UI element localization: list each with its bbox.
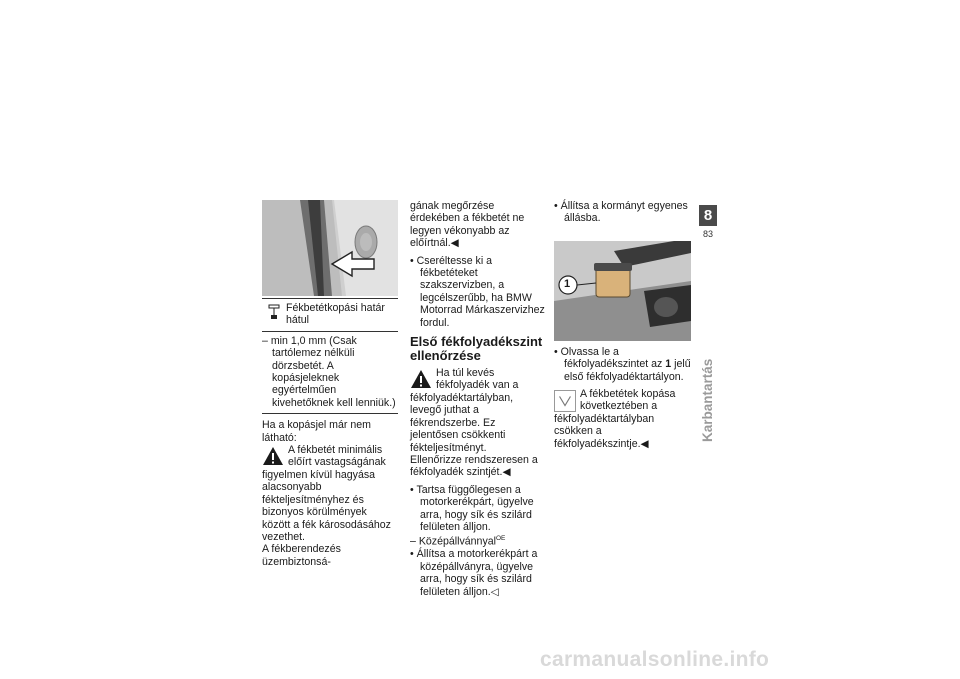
warning-text: Ha túl kevés fékfolyadék van a fékfolyadéktartályban, levegő juthat a fékrendszerbe. Ez jelentősen csökkenti fékteljesítményt.	[410, 367, 519, 454]
spec-value: – min 1,0 mm (Csak tartólemez nélküli dörzsbetét. A kopásjeleknek egyértelműen kivehetőknek kell lenniük.)	[262, 334, 396, 409]
warning-text: A fékbetét minimális előírt vastagságának figyelmen kívül hagyása alacsonyabb fékteljesítményhez és bizonyos körülmények között a fék károsodásához vezethet.	[262, 444, 391, 543]
paragraph: A fékberendezés üzembiztonsá-	[262, 543, 341, 568]
photo-callout-number: 1	[564, 277, 571, 290]
info-text: A fékbetétek kopása következtében a fékfolyadéktartályban csökken a fékfolyadékszintje.◀	[554, 388, 676, 450]
rear-brake-pad-photo	[262, 200, 398, 296]
paragraph: Ha a kopásjel már nem látható:	[262, 419, 371, 444]
spec-row-wear-limit	[262, 299, 398, 331]
warning-note	[262, 444, 398, 543]
page-number: 83	[702, 229, 713, 239]
bullet-item	[554, 346, 691, 383]
spec-row-value	[262, 331, 398, 413]
callout-ref: 1	[665, 358, 672, 371]
chapter-number: 8	[699, 205, 717, 226]
bullet-item: • Állítsa a motorkerékpárt a középállványra, ügyelve arra, hogy sík és szilárd felületen álljon.◁	[410, 548, 538, 598]
info-icon	[554, 390, 576, 412]
bullet-item: • Tartsa függőlegesen a motorkerékpárt, ügyelve arra, hogy sík és szilárd felületen álljon.	[410, 483, 534, 533]
wear-limit-icon	[262, 302, 286, 327]
brake-fluid-reservoir-photo	[554, 241, 691, 341]
spec-label: Fékbetétkopási határ hátul	[286, 302, 385, 327]
bullet-text: jelű első fékfolyadéktartályon.	[564, 358, 691, 383]
column-3	[554, 200, 691, 450]
warning-icon	[262, 446, 284, 466]
paragraph: Ellenőrizze rendszeresen a fékfolyadék szintjét.◀	[410, 453, 538, 479]
column-2	[410, 200, 546, 598]
oe-superscript: OE	[496, 535, 506, 543]
section-heading: Első fékfolyadékszint ellenőrzése	[410, 334, 543, 364]
bullet-item: • Állítsa a kormányt egyenes állásba.	[554, 200, 688, 225]
chapter-sidebar	[699, 205, 717, 565]
watermark: carmanualsonline.info	[540, 648, 770, 671]
paragraph: gának megőrzése érdekében a fékbetét ne legyen vékonyabb az előírtnál.◀	[410, 200, 525, 250]
section-title: Karbantartás	[700, 358, 715, 442]
column-1	[262, 200, 398, 568]
info-note	[554, 388, 691, 450]
warning-icon	[410, 369, 432, 389]
rear-brake-photo-illustration	[262, 200, 398, 296]
dash-item-text: – Középállvánnyal	[410, 535, 496, 548]
warning-note	[410, 367, 546, 454]
reservoir-photo-illustration	[554, 241, 691, 341]
dash-item	[410, 533, 546, 548]
bullet-text: • Olvassa le a fékfolyadékszintet az	[554, 345, 666, 371]
bullet-item: • Cseréltesse ki a fékbetéteket szakszervizben, a legcélszerűbb, ha BMW Motorrad Márkaszervizhez fordul.	[410, 254, 545, 329]
spec-table	[262, 298, 398, 414]
